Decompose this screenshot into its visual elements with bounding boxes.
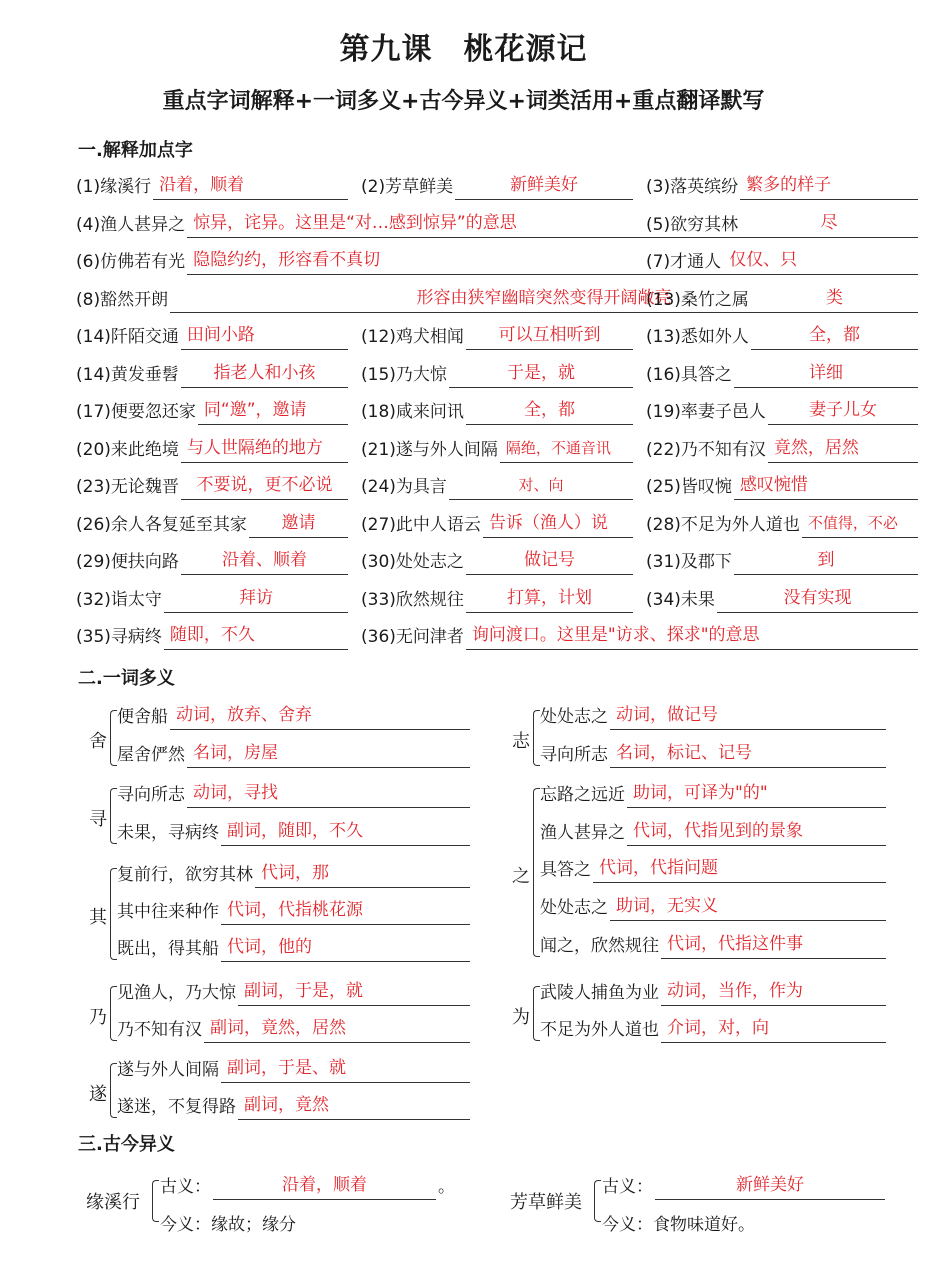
page-subtitle: 重点字词解释+一词多义+古今异义+词类活用+重点翻译默写: [162, 89, 765, 114]
item-question: (2)芳草鲜美: [361, 177, 454, 197]
answer-blank: [593, 852, 886, 883]
item-question: 具答之: [540, 860, 591, 880]
item-answer: 繁多的样子: [746, 175, 832, 195]
section1-item: [361, 506, 633, 538]
item-question: (18)咸来问讯: [361, 402, 464, 422]
section1-item: [646, 318, 918, 350]
group-brace: [110, 868, 117, 960]
section1-item: [646, 243, 918, 275]
item-question: (25)皆叹惋: [646, 477, 732, 497]
group-brace: [533, 986, 540, 1041]
answer-blank: [734, 357, 918, 388]
item-question: 遂与外人间隔: [117, 1060, 219, 1080]
polysemy-item: [117, 776, 470, 808]
item-answer: 动词，做记号: [616, 705, 718, 725]
polysemy-char: 乃: [89, 1006, 107, 1028]
polysemy-char: 志: [512, 731, 530, 752]
item-answer: 动词，放弃、舍弃: [176, 705, 312, 725]
answer-blank: [449, 357, 633, 388]
item-answer: 竟然，居然: [773, 437, 859, 458]
item-question: 忘路之远近: [540, 785, 625, 805]
item-question: 渔人甚异之: [540, 823, 625, 843]
item-answer: 不要说，更不必说: [196, 475, 333, 495]
item-answer: 详细: [808, 362, 843, 383]
section1-item: [646, 431, 918, 463]
item-question: 遂迷，不复得路: [117, 1097, 236, 1117]
section1-item: [76, 543, 348, 575]
section1-item: [646, 206, 918, 238]
item-question: (31)及郡下: [646, 552, 732, 572]
polysemy-item: [540, 974, 886, 1006]
item-answer: 代词，代指问题: [599, 858, 718, 878]
item-question: (29)便扶向路: [76, 552, 179, 572]
item-answer: 全，都: [523, 400, 575, 420]
item-question: 既出，得其船: [117, 939, 219, 959]
answer-blank: [249, 507, 348, 538]
section1-item: [646, 393, 918, 425]
answer-blank: [610, 737, 886, 768]
term-word: 缘溪行: [86, 1192, 140, 1213]
polysemy-item: [540, 736, 886, 768]
section1-item: [361, 618, 918, 650]
answer-blank: [661, 928, 886, 959]
answer-blank: [466, 394, 633, 425]
section1-item: [76, 468, 348, 500]
item-answer: 田间小路: [186, 325, 255, 345]
answer-blank: [610, 890, 886, 921]
polysemy-item: [117, 893, 470, 925]
item-question: (14)阡陌交通: [76, 327, 179, 347]
item-answer: 感叹惋惜: [739, 475, 808, 495]
section1-item: [646, 356, 918, 388]
item-answer: 指老人和小孩: [213, 362, 316, 383]
section1-item: [361, 168, 633, 200]
item-answer: 全，都: [808, 325, 860, 345]
ancient-label: 古义：: [160, 1177, 211, 1197]
item-question: (36)无问津者: [361, 627, 464, 647]
item-answer: 于是，就: [506, 362, 575, 383]
answer-blank: [802, 507, 918, 538]
section1-item: [76, 581, 348, 613]
item-question: (16)具答之: [646, 364, 732, 385]
item-answer: 介词，对，向: [667, 1018, 769, 1038]
item-answer: 助词，可译为"的": [633, 783, 768, 803]
polysemy-item: [540, 889, 886, 921]
item-question: (21)遂与外人间隔: [361, 439, 498, 460]
item-answer: 到: [817, 550, 835, 570]
term-word: 芳草鲜美: [510, 1192, 582, 1213]
section1-item: [76, 168, 348, 200]
item-question: (22)乃不知有汉: [646, 439, 766, 460]
answer-blank: [198, 394, 348, 425]
item-question: 其中往来种作: [117, 902, 219, 922]
answer-blank: [181, 319, 348, 350]
answer-blank: [170, 699, 470, 730]
answer-blank: [164, 619, 348, 650]
item-question: (5)欲穷其林: [646, 214, 739, 235]
polysemy-char: 其: [89, 907, 107, 928]
item-question: 屋舍俨然: [117, 745, 185, 765]
polysemy-item: [117, 930, 470, 962]
section1-item: [361, 393, 633, 425]
answer-blank: [723, 244, 918, 275]
modern-meaning-row: [160, 1206, 455, 1238]
item-answer: 与人世隔绝的地方: [186, 437, 323, 458]
answer-blank: [734, 469, 918, 500]
item-answer: 拜访: [238, 587, 273, 608]
answer-blank: [466, 544, 633, 575]
section1-item: [361, 356, 633, 388]
item-answer: 副词，于是、就: [227, 1058, 346, 1078]
item-question: 乃不知有汉: [117, 1020, 202, 1040]
answer-blank: [483, 507, 633, 538]
section1-item: [76, 356, 348, 388]
item-answer: 助词，无实义: [616, 896, 718, 916]
item-answer: 代词，代指桃花源: [227, 900, 363, 920]
answer-blank: [204, 1012, 470, 1043]
item-question: (13)桑竹之属: [646, 289, 749, 310]
group-brace: [533, 788, 540, 957]
modern-label: 今义：: [160, 1215, 211, 1235]
section3-heading: 三.古今异义: [78, 1134, 175, 1155]
item-answer: 动词，寻找: [193, 783, 278, 803]
item-question: 寻向所志: [540, 745, 608, 765]
section1-item: [76, 431, 348, 463]
section1-item: [76, 318, 348, 350]
ancient-meaning-row: [160, 1168, 455, 1200]
answer-blank: [187, 737, 470, 768]
item-question: 处处志之: [540, 898, 608, 918]
polysemy-item: [540, 776, 886, 808]
item-answer: 打算，计划: [506, 587, 592, 608]
item-answer: 同“邀”，邀请: [203, 400, 307, 420]
item-answer: 隔绝，不通音讯: [505, 438, 611, 457]
group-brace: [110, 1063, 117, 1118]
answer-blank: [181, 357, 348, 388]
answer-blank: [740, 169, 918, 200]
item-answer: 动词，当作，作为: [667, 981, 803, 1001]
answer-blank: [768, 432, 918, 463]
item-question: (8)豁然开朗: [76, 289, 169, 310]
section1-item: [646, 581, 918, 613]
polysemy-char: 为: [512, 1006, 530, 1028]
item-answer: 随即，不久: [169, 625, 255, 645]
polysemy-item: [117, 736, 470, 768]
group-brace: [533, 710, 540, 766]
group-brace: [110, 710, 117, 766]
item-question: (4)渔人甚异之: [76, 214, 186, 235]
item-answer: 副词，随即，不久: [227, 821, 363, 841]
group-brace: [110, 788, 117, 844]
item-question: (7)才通人: [646, 252, 722, 272]
item-question: 不足为外人道也: [540, 1020, 659, 1040]
item-answer: 仅仅、只: [729, 250, 798, 270]
answer-blank: [740, 207, 918, 238]
answer-blank: [238, 975, 470, 1006]
answer-blank: [455, 169, 633, 200]
item-question: (6)仿佛若有光: [76, 252, 186, 272]
section1-item: [76, 618, 348, 650]
answer-blank: [751, 319, 918, 350]
answer-blank: [255, 857, 470, 888]
answer-blank: [164, 582, 348, 613]
item-question: (32)诣太守: [76, 589, 162, 610]
item-answer: 询问渡口。这里是"访求、探求"的意思: [471, 625, 760, 645]
item-answer: 邀请: [281, 512, 316, 533]
page-title: 第九课 桃花源记: [339, 32, 588, 67]
item-answer: 对、向: [518, 476, 564, 494]
item-answer: 不值得，不必: [807, 513, 898, 532]
answer-blank: [610, 699, 886, 730]
modern-meaning: 缘故；缘分: [211, 1215, 296, 1235]
item-answer: 名词，房屋: [193, 743, 278, 763]
section1-item: [76, 506, 348, 538]
answer-blank: [187, 777, 470, 808]
section1-item: [646, 468, 918, 500]
modern-meaning: 食物味道好。: [653, 1215, 755, 1235]
item-question: (35)寻病终: [76, 627, 162, 647]
polysemy-item: [117, 698, 470, 730]
polysemy-item: [540, 1011, 886, 1043]
answer-blank: [661, 1012, 886, 1043]
polysemy-item: [117, 974, 470, 1006]
ancient-meaning-row: [602, 1168, 885, 1200]
polysemy-char: 寻: [89, 809, 107, 830]
item-question: (30)处处志之: [361, 552, 464, 572]
item-question: 处处志之: [540, 707, 608, 727]
item-question: 便舍船: [117, 707, 168, 727]
ancient-meaning: 沿着，顺着: [282, 1175, 367, 1195]
section1-item: [361, 581, 633, 613]
item-question: (28)不足为外人道也: [646, 514, 800, 535]
answer-blank: [466, 582, 633, 613]
item-answer: 做记号: [523, 550, 575, 570]
item-answer: 形容由狭窄幽暗突然变得开阔敞亮: [416, 287, 672, 308]
item-answer: 可以互相听到: [498, 325, 601, 345]
item-answer: 代词，代指见到的景象: [633, 821, 803, 841]
polysemy-item: [117, 1011, 470, 1043]
answer-blank: [181, 432, 348, 463]
item-question: 寻向所志: [117, 785, 185, 805]
section1-item: [646, 168, 918, 200]
item-question: 闻之，欣然规往: [540, 936, 659, 956]
answer-blank: [466, 619, 918, 650]
item-question: (14)黄发垂髫: [76, 364, 179, 385]
section1-item: [646, 281, 918, 313]
answer-blank: [655, 1169, 885, 1200]
polysemy-item: [540, 814, 886, 846]
item-answer: 副词，竟然，居然: [210, 1018, 346, 1038]
answer-blank: [181, 544, 348, 575]
item-answer: 名词，标记、记号: [616, 743, 752, 763]
answer-blank: [751, 282, 918, 313]
item-question: (17)便要忽还家: [76, 402, 196, 422]
item-answer: 新鲜美好: [510, 175, 579, 195]
section1-item: [361, 318, 633, 350]
ancient-end: 。: [438, 1177, 455, 1197]
answer-blank: [466, 319, 633, 350]
answer-blank: [734, 544, 918, 575]
section1-item: [361, 543, 633, 575]
item-question: (1)缘溪行: [76, 177, 152, 197]
answer-blank: [627, 777, 886, 808]
item-question: (13)悉如外人: [646, 327, 749, 347]
item-answer: 副词，竟然: [244, 1095, 329, 1115]
item-question: 复前行，欲穷其林: [117, 865, 253, 885]
item-answer: 没有实现: [783, 587, 852, 608]
polysemy-item: [540, 698, 886, 730]
answer-blank: [768, 394, 918, 425]
item-answer: 代词，代指这件事: [667, 934, 803, 954]
ancient-label: 古义：: [602, 1177, 653, 1197]
answer-blank: [238, 1089, 470, 1120]
answer-blank: [500, 432, 633, 463]
item-answer: 隐隐约约，形容看不真切: [193, 250, 381, 270]
group-brace: [152, 1180, 159, 1222]
section1-item: [361, 468, 633, 500]
modern-label: 今义：: [602, 1215, 653, 1235]
polysemy-item: [117, 1051, 470, 1083]
item-answer: 妻子儿女: [808, 400, 877, 420]
polysemy-item: [540, 851, 886, 883]
answer-blank: [717, 582, 918, 613]
polysemy-item: [117, 814, 470, 846]
ancient-meaning: 新鲜美好: [736, 1175, 804, 1195]
item-answer: 沿着、顺着: [221, 550, 307, 570]
section2-heading: 二.一词多义: [78, 668, 175, 689]
answer-blank: [449, 469, 633, 500]
item-answer: 代词，他的: [227, 937, 312, 957]
section1-item: [646, 543, 918, 575]
polysemy-item: [540, 927, 886, 959]
item-question: 见渔人，乃大惊: [117, 983, 236, 1003]
section1-item: [76, 393, 348, 425]
item-question: 未果，寻病终: [117, 823, 219, 843]
answer-blank: [221, 815, 470, 846]
item-answer: 告诉（渔人）说: [488, 512, 608, 533]
modern-meaning-row: [602, 1206, 885, 1238]
answer-blank: [661, 975, 886, 1006]
item-question: (15)乃大惊: [361, 364, 447, 385]
answer-blank: [153, 169, 348, 200]
item-question: (20)来此绝境: [76, 439, 179, 460]
polysemy-item: [117, 856, 470, 888]
item-answer: 副词，于是，就: [244, 981, 363, 1001]
polysemy-char: 之: [512, 865, 530, 887]
answer-blank: [213, 1169, 436, 1200]
answer-blank: [181, 469, 348, 500]
section1-heading: 一.解释加点字: [78, 140, 193, 161]
group-brace: [594, 1180, 601, 1222]
item-answer: 惊异，诧异。这里是“对…感到惊异”的意思: [193, 212, 517, 233]
item-question: (24)为具言: [361, 477, 447, 497]
answer-blank: [627, 815, 886, 846]
item-question: (23)无论魏晋: [76, 477, 179, 497]
item-question: (12)鸡犬相闻: [361, 327, 464, 347]
item-question: (3)落英缤纷: [646, 177, 739, 197]
answer-blank: [221, 894, 470, 925]
item-question: 武陵人捕鱼为业: [540, 983, 659, 1003]
item-answer: 沿着，顺着: [159, 175, 245, 195]
group-brace: [110, 986, 117, 1041]
section1-item: [646, 506, 918, 538]
item-question: (26)余人各复延至其家: [76, 514, 247, 535]
item-answer: 尽: [820, 212, 838, 233]
answer-blank: [221, 1052, 470, 1083]
item-answer: 类: [825, 287, 843, 308]
item-question: (27)此中人语云: [361, 514, 481, 535]
item-question: (33)欣然规往: [361, 589, 464, 610]
polysemy-char: 舍: [89, 731, 107, 752]
item-question: (34)未果: [646, 589, 715, 610]
polysemy-char: 遂: [89, 1083, 107, 1105]
section1-item: [361, 431, 633, 463]
polysemy-item: [117, 1088, 470, 1120]
item-question: (19)率妻子邑人: [646, 402, 766, 422]
answer-blank: [221, 931, 470, 962]
item-answer: 代词，那: [261, 863, 329, 883]
